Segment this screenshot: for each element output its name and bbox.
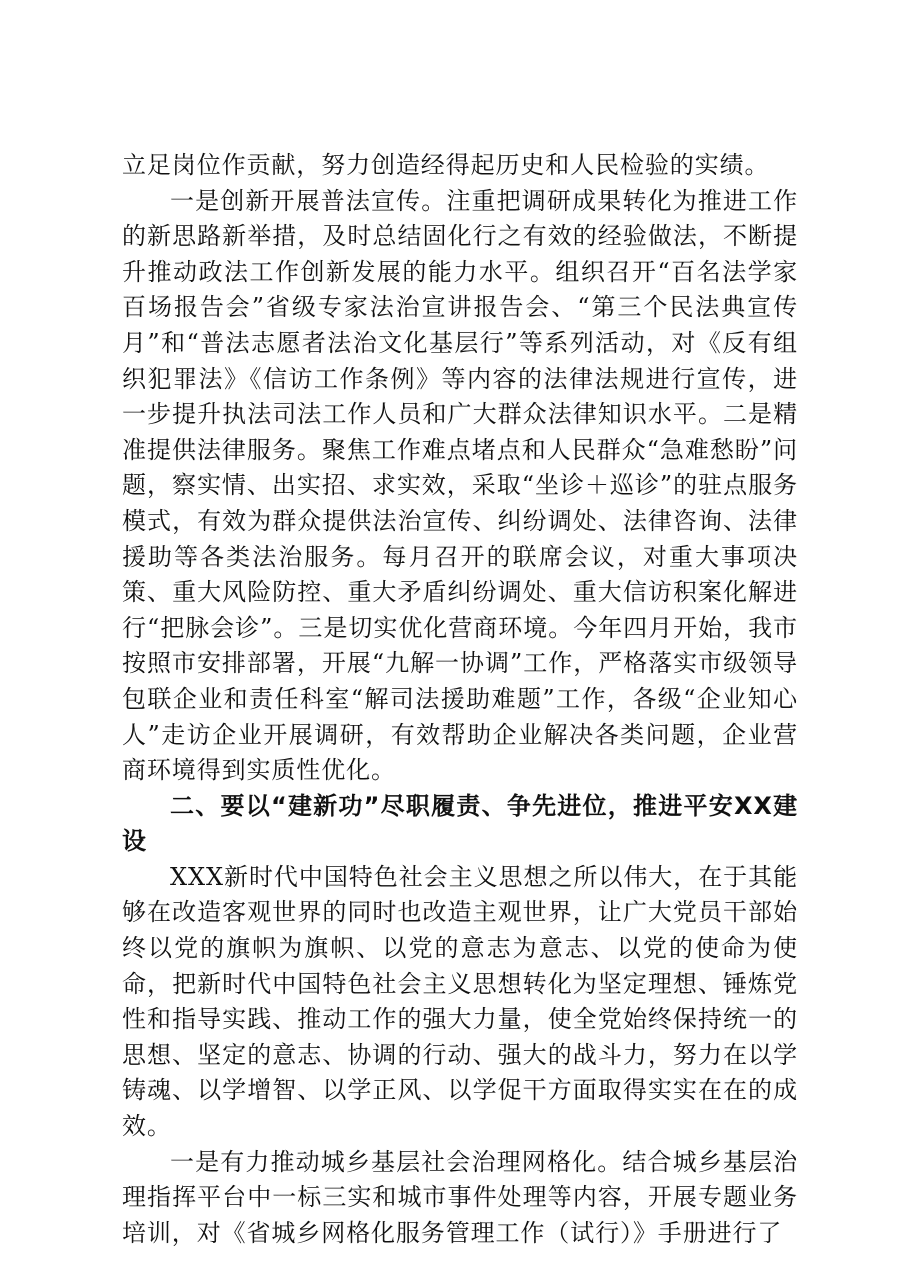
section-heading: 二、要以“建新功”尽职履责、争先进位，推进平安XX建设 — [122, 791, 798, 856]
paragraph-ideology: XXX新时代中国特色社会主义思想之所以伟大，在于其能够在改造客观世界的同时也改造主观世界，让广大党员干部始终以党的旗帜为旗帜、以党的意志为意志、以党的使命为使命，把新时代中国特色社会主义思想转化为坚定理想、锤炼党性和指导实践、推动工作的强大力量，使全党始终保持统一的思想、坚定的意志、协调的行动、强大的战斗力，努力在以学铸魂、以学增智、以学正风、以学促干方面取得实实在在的成效。 — [122, 862, 798, 1141]
paragraph-grid-governance: 一是有力推动城乡基层社会治理网格化。结合城乡基层治理指挥平台中一标三实和城市事件处理等内容，开展专题业务培训，对《省城乡网格化服务管理工作（试行）》手册进行了 — [122, 1147, 798, 1247]
paragraph-legal-publicity: 一是创新开展普法宣传。注重把调研成果转化为推进工作的新思路新举措，及时总结固化行之有效的经验做法，不断提升推动政法工作创新发展的能力水平。组织召开“百名法学家百场报告会”省级专家法治宣讲报告会、“第三个民法典宣传月”和“普法志愿者法治文化基层行”等系列活动，对《反有组织犯罪法》《信访工作条例》等内容的法律法规进行宣传，进一步提升执法司法工作人员和广大群众法律知识水平。二是精准提供法律服务。聚焦工作难点堵点和人民群众“急难愁盼”问题，察实情、出实招、求实效，采取“坐诊＋巡诊”的驻点服务模式，有效为群众提供法治宣传、纠纷调处、法律咨询、法律援助等各类法治服务。每月召开的联席会议，对重大事项决策、重大风险防控、重大矛盾纠纷调处、重大信访积案化解进行“把脉会诊”。三是切实优化营商环境。今年四月开始，我市按照市安排部署，开展“九解一协调”工作，严格落实市级领导包联企业和责任科室“解司法援助难题”工作，各级“企业知心人”走访企业开展调研，有效帮助企业解决各类问题，企业营商环境得到实质性优化。 — [122, 186, 798, 785]
paragraph-continuation: 立足岗位作贡献，努力创造经得起历史和人民检验的实绩。 — [122, 151, 770, 179]
document-body — [122, 148, 798, 1251]
